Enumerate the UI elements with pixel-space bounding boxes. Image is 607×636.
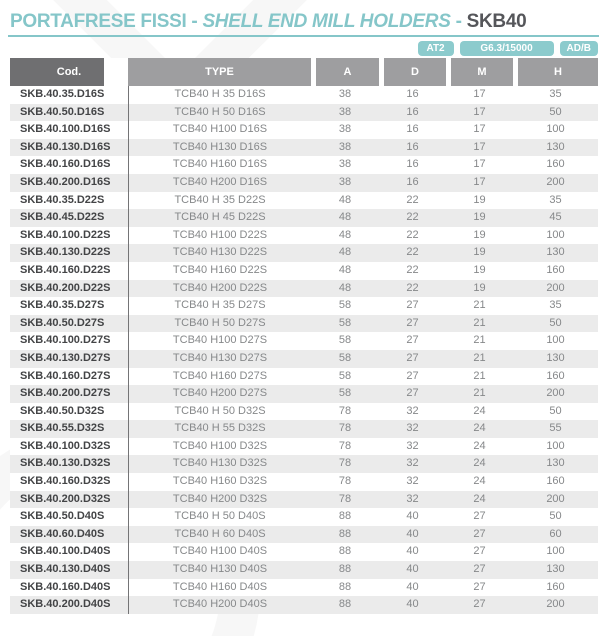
title-italian: PORTAFRESE FISSI - <box>10 11 198 32</box>
dim-a-cell: 58 <box>338 334 352 347</box>
table-row <box>10 192 598 210</box>
dim-h-cell: 160 <box>546 263 565 276</box>
dim-m-cell: 24 <box>473 457 486 470</box>
table-row <box>10 596 598 614</box>
dim-d-cell: 32 <box>406 457 419 470</box>
type-cell: TCB40 H 35 D27S <box>128 297 311 315</box>
type-cell: TCB40 H 60 D40S <box>128 526 311 544</box>
table-row <box>10 473 598 491</box>
code-cell: SKB.40.100.D32S <box>20 439 111 452</box>
table-header <box>10 58 598 86</box>
code-cell: SKB.40.130.D40S <box>20 563 111 576</box>
table-row <box>10 262 598 280</box>
column-header-cod: Cod. <box>10 58 128 86</box>
dim-a-cell: 48 <box>338 281 352 294</box>
type-cell: TCB40 H 50 D16S <box>128 104 311 122</box>
dim-a-cell: 88 <box>338 598 352 611</box>
dim-h-cell: 200 <box>546 175 565 188</box>
dim-d-cell: 27 <box>406 334 419 347</box>
code-cell: SKB.40.100.D16S <box>20 123 111 136</box>
dim-d-cell: 22 <box>406 228 419 241</box>
type-cell: TCB40 H200 D16S <box>128 174 311 192</box>
type-cell: TCB40 H130 D22S <box>128 244 311 262</box>
table-row <box>10 139 598 157</box>
dim-h-cell: 60 <box>549 527 562 540</box>
code-cell: SKB.40.160.D22S <box>20 263 111 276</box>
dim-d-cell: 32 <box>406 439 419 452</box>
type-cell: TCB40 H130 D40S <box>128 561 311 579</box>
dim-h-cell: 35 <box>549 299 562 312</box>
dim-d-cell: 22 <box>406 246 419 259</box>
dim-m-cell: 27 <box>473 598 486 611</box>
dim-m-cell: 27 <box>473 527 486 540</box>
dim-h-cell: 50 <box>549 404 562 417</box>
dim-h-cell: 160 <box>546 369 565 382</box>
dim-a-cell: 78 <box>338 422 352 435</box>
dim-d-cell: 27 <box>406 387 419 400</box>
dim-d-cell: 16 <box>406 88 419 100</box>
table-row <box>10 227 598 245</box>
table-row <box>10 280 598 298</box>
dim-h-cell: 130 <box>546 351 565 364</box>
table-row <box>10 403 598 421</box>
dim-d-cell: 16 <box>406 105 419 118</box>
spec-badges <box>418 41 598 56</box>
table-row <box>10 86 598 104</box>
table-body <box>10 86 598 614</box>
dim-h-cell: 50 <box>549 316 562 329</box>
dim-h-cell: 200 <box>546 492 565 505</box>
dim-m-cell: 21 <box>473 299 486 312</box>
dim-d-cell: 32 <box>406 422 419 435</box>
dim-d-cell: 16 <box>406 140 419 153</box>
dim-h-cell: 35 <box>549 88 562 100</box>
code-cell: SKB.40.200.D32S <box>20 492 111 505</box>
badge-adb: AD/B <box>560 41 598 56</box>
dim-h-cell: 130 <box>546 457 565 470</box>
dim-h-cell: 130 <box>546 246 565 259</box>
dim-m-cell: 17 <box>473 175 486 188</box>
dim-h-cell: 160 <box>546 158 565 171</box>
dim-d-cell: 16 <box>406 158 419 171</box>
dim-a-cell: 38 <box>338 158 352 171</box>
dim-a-cell: 38 <box>338 123 352 136</box>
title-divider <box>8 35 599 37</box>
code-cell: SKB.40.50.D32S <box>20 404 105 417</box>
dim-a-cell: 48 <box>338 211 352 224</box>
dim-d-cell: 27 <box>406 369 419 382</box>
dim-m-cell: 19 <box>473 246 486 259</box>
dim-d-cell: 40 <box>406 580 419 593</box>
dim-a-cell: 48 <box>338 263 352 276</box>
dim-d-cell: 16 <box>406 175 419 188</box>
page-title <box>10 11 526 33</box>
dim-d-cell: 40 <box>406 563 419 576</box>
code-cell: SKB.40.45.D22S <box>20 211 105 224</box>
dim-d-cell: 16 <box>406 123 419 136</box>
code-cell: SKB.40.50.D16S <box>20 105 105 118</box>
type-cell: TCB40 H200 D22S <box>128 280 311 298</box>
dim-d-cell: 32 <box>406 475 419 488</box>
dim-d-cell: 40 <box>406 510 419 523</box>
table-row <box>10 508 598 526</box>
title-english: SHELL END MILL HOLDERS <box>202 11 451 32</box>
dim-m-cell: 21 <box>473 369 486 382</box>
dim-m-cell: 17 <box>473 88 486 100</box>
dim-m-cell: 17 <box>473 105 486 118</box>
dim-d-cell: 22 <box>406 263 419 276</box>
dim-m-cell: 19 <box>473 281 486 294</box>
dim-m-cell: 19 <box>473 211 486 224</box>
dim-h-cell: 200 <box>546 281 565 294</box>
dim-h-cell: 200 <box>546 387 565 400</box>
dim-m-cell: 24 <box>473 475 486 488</box>
dim-a-cell: 58 <box>338 369 352 382</box>
code-cell: SKB.40.160.D27S <box>20 369 111 382</box>
dim-m-cell: 21 <box>473 334 486 347</box>
dim-a-cell: 48 <box>338 246 352 259</box>
title-series-code: SKB40 <box>466 11 527 32</box>
code-cell: SKB.40.130.D22S <box>20 246 111 259</box>
type-cell: TCB40 H200 D27S <box>128 385 311 403</box>
type-cell: TCB40 H 35 D16S <box>128 86 311 104</box>
code-cell: SKB.40.60.D40S <box>20 527 105 540</box>
code-cell: SKB.40.130.D32S <box>20 457 111 470</box>
dim-h-cell: 35 <box>549 193 562 206</box>
dim-a-cell: 58 <box>338 351 352 364</box>
dim-m-cell: 19 <box>473 263 486 276</box>
dim-h-cell: 55 <box>549 422 562 435</box>
type-cell: TCB40 H100 D27S <box>128 332 311 350</box>
dim-h-cell: 130 <box>546 563 565 576</box>
dim-m-cell: 24 <box>473 422 486 435</box>
table-row <box>10 332 598 350</box>
dim-m-cell: 24 <box>473 492 486 505</box>
type-cell: TCB40 H100 D16S <box>128 121 311 139</box>
dim-a-cell: 78 <box>338 404 352 417</box>
table-row <box>10 420 598 438</box>
code-cell: SKB.40.35.D22S <box>20 193 105 206</box>
dim-a-cell: 38 <box>338 175 352 188</box>
type-cell: TCB40 H 50 D27S <box>128 315 311 333</box>
table-row <box>10 244 598 262</box>
badge-balancing: G6.3/15000 <box>460 41 554 56</box>
code-cell: SKB.40.130.D16S <box>20 140 111 153</box>
type-cell: TCB40 H 45 D22S <box>128 209 311 227</box>
dim-d-cell: 22 <box>406 211 419 224</box>
dim-h-cell: 45 <box>549 211 562 224</box>
dim-a-cell: 48 <box>338 228 352 241</box>
dim-h-cell: 160 <box>546 580 565 593</box>
type-cell: TCB40 H130 D16S <box>128 139 311 157</box>
type-cell: TCB40 H100 D32S <box>128 438 311 456</box>
code-cell: SKB.40.100.D40S <box>20 545 111 558</box>
dim-a-cell: 88 <box>338 510 352 523</box>
dim-a-cell: 78 <box>338 492 352 505</box>
table-row <box>10 455 598 473</box>
table-row <box>10 526 598 544</box>
dim-h-cell: 100 <box>546 228 565 241</box>
dim-d-cell: 27 <box>406 299 419 312</box>
dim-a-cell: 88 <box>338 527 352 540</box>
dim-d-cell: 40 <box>406 545 419 558</box>
table-row <box>10 174 598 192</box>
dim-a-cell: 78 <box>338 457 352 470</box>
dim-a-cell: 58 <box>338 316 352 329</box>
dim-m-cell: 21 <box>473 316 486 329</box>
table-row <box>10 438 598 456</box>
dim-a-cell: 88 <box>338 563 352 576</box>
dim-m-cell: 17 <box>473 158 486 171</box>
type-cell: TCB40 H160 D32S <box>128 473 311 491</box>
dim-m-cell: 19 <box>473 228 486 241</box>
dim-h-cell: 100 <box>546 545 565 558</box>
type-cell: TCB40 H100 D40S <box>128 543 311 561</box>
table-row <box>10 368 598 386</box>
header-row <box>10 58 598 86</box>
column-header-a: A <box>311 58 379 86</box>
dim-m-cell: 27 <box>473 510 486 523</box>
dim-h-cell: 100 <box>546 123 565 136</box>
dim-a-cell: 58 <box>338 299 352 312</box>
dim-a-cell: 88 <box>338 545 352 558</box>
column-header-m: M <box>446 58 513 86</box>
dim-h-cell: 50 <box>549 105 562 118</box>
dim-a-cell: 88 <box>338 580 352 593</box>
table-row <box>10 491 598 509</box>
dim-m-cell: 17 <box>473 123 486 136</box>
type-cell: TCB40 H160 D27S <box>128 368 311 386</box>
code-cell: SKB.40.160.D16S <box>20 158 111 171</box>
code-cell: SKB.40.50.D40S <box>20 510 105 523</box>
dim-d-cell: 40 <box>406 527 419 540</box>
type-cell: TCB40 H 35 D22S <box>128 192 311 210</box>
dim-h-cell: 200 <box>546 598 565 611</box>
dim-a-cell: 38 <box>338 140 352 153</box>
column-header-d: D <box>379 58 446 86</box>
dim-m-cell: 27 <box>473 563 486 576</box>
dim-d-cell: 32 <box>406 492 419 505</box>
code-cell: SKB.40.50.D27S <box>20 316 105 329</box>
code-cell: SKB.40.100.D22S <box>20 228 111 241</box>
table-row <box>10 561 598 579</box>
badge-at2: AT2 <box>418 41 454 56</box>
dim-h-cell: 160 <box>546 475 565 488</box>
dim-h-cell: 130 <box>546 140 565 153</box>
column-header-type: TYPE <box>128 58 311 86</box>
type-cell: TCB40 H160 D40S <box>128 579 311 597</box>
code-cell: SKB.40.130.D27S <box>20 351 111 364</box>
code-cell: SKB.40.160.D32S <box>20 475 111 488</box>
type-cell: TCB40 H160 D22S <box>128 262 311 280</box>
table-row <box>10 297 598 315</box>
type-cell: TCB40 H160 D16S <box>128 156 311 174</box>
dim-m-cell: 17 <box>473 140 486 153</box>
type-cell: TCB40 H130 D32S <box>128 455 311 473</box>
code-cell: SKB.40.200.D27S <box>20 387 111 400</box>
dim-h-cell: 100 <box>546 334 565 347</box>
dim-m-cell: 24 <box>473 404 486 417</box>
title-dash: - <box>455 11 462 32</box>
type-cell: TCB40 H200 D32S <box>128 491 311 509</box>
table-row <box>10 315 598 333</box>
dim-d-cell: 40 <box>406 598 419 611</box>
dim-m-cell: 27 <box>473 580 486 593</box>
type-cell: TCB40 H 50 D32S <box>128 403 311 421</box>
table-row <box>10 156 598 174</box>
dim-a-cell: 38 <box>338 105 352 118</box>
dim-d-cell: 27 <box>406 351 419 364</box>
code-cell: SKB.40.160.D40S <box>20 580 111 593</box>
dim-m-cell: 24 <box>473 439 486 452</box>
code-cell: SKB.40.200.D22S <box>20 281 111 294</box>
dim-m-cell: 19 <box>473 193 486 206</box>
code-cell: SKB.40.200.D16S <box>20 175 111 188</box>
type-cell: TCB40 H 55 D32S <box>128 420 311 438</box>
code-cell: SKB.40.35.D27S <box>20 299 105 312</box>
table-row <box>10 543 598 561</box>
dim-h-cell: 100 <box>546 439 565 452</box>
dim-d-cell: 22 <box>406 281 419 294</box>
holders-spec-table <box>10 58 598 614</box>
dim-a-cell: 58 <box>338 387 352 400</box>
dim-d-cell: 32 <box>406 404 419 417</box>
code-cell: SKB.40.200.D40S <box>20 598 111 611</box>
dim-d-cell: 22 <box>406 193 419 206</box>
code-cell: SKB.40.35.D16S <box>20 88 105 100</box>
dim-h-cell: 50 <box>549 510 562 523</box>
type-cell: TCB40 H130 D27S <box>128 350 311 368</box>
table-row <box>10 579 598 597</box>
type-cell: TCB40 H200 D40S <box>128 596 311 614</box>
dim-m-cell: 27 <box>473 545 486 558</box>
table-row <box>10 209 598 227</box>
table-row <box>10 104 598 122</box>
dim-a-cell: 78 <box>338 475 352 488</box>
dim-a-cell: 48 <box>338 193 352 206</box>
dim-m-cell: 21 <box>473 387 486 400</box>
table-row <box>10 350 598 368</box>
code-cell: SKB.40.100.D27S <box>20 334 111 347</box>
type-cell: TCB40 H100 D22S <box>128 227 311 245</box>
table-row <box>10 121 598 139</box>
dim-m-cell: 21 <box>473 351 486 364</box>
table-row <box>10 385 598 403</box>
type-cell: TCB40 H 50 D40S <box>128 508 311 526</box>
column-header-h: H <box>513 58 598 86</box>
dim-d-cell: 27 <box>406 316 419 329</box>
dim-a-cell: 78 <box>338 439 352 452</box>
dim-a-cell: 38 <box>338 88 352 100</box>
code-cell: SKB.40.55.D32S <box>20 422 105 435</box>
